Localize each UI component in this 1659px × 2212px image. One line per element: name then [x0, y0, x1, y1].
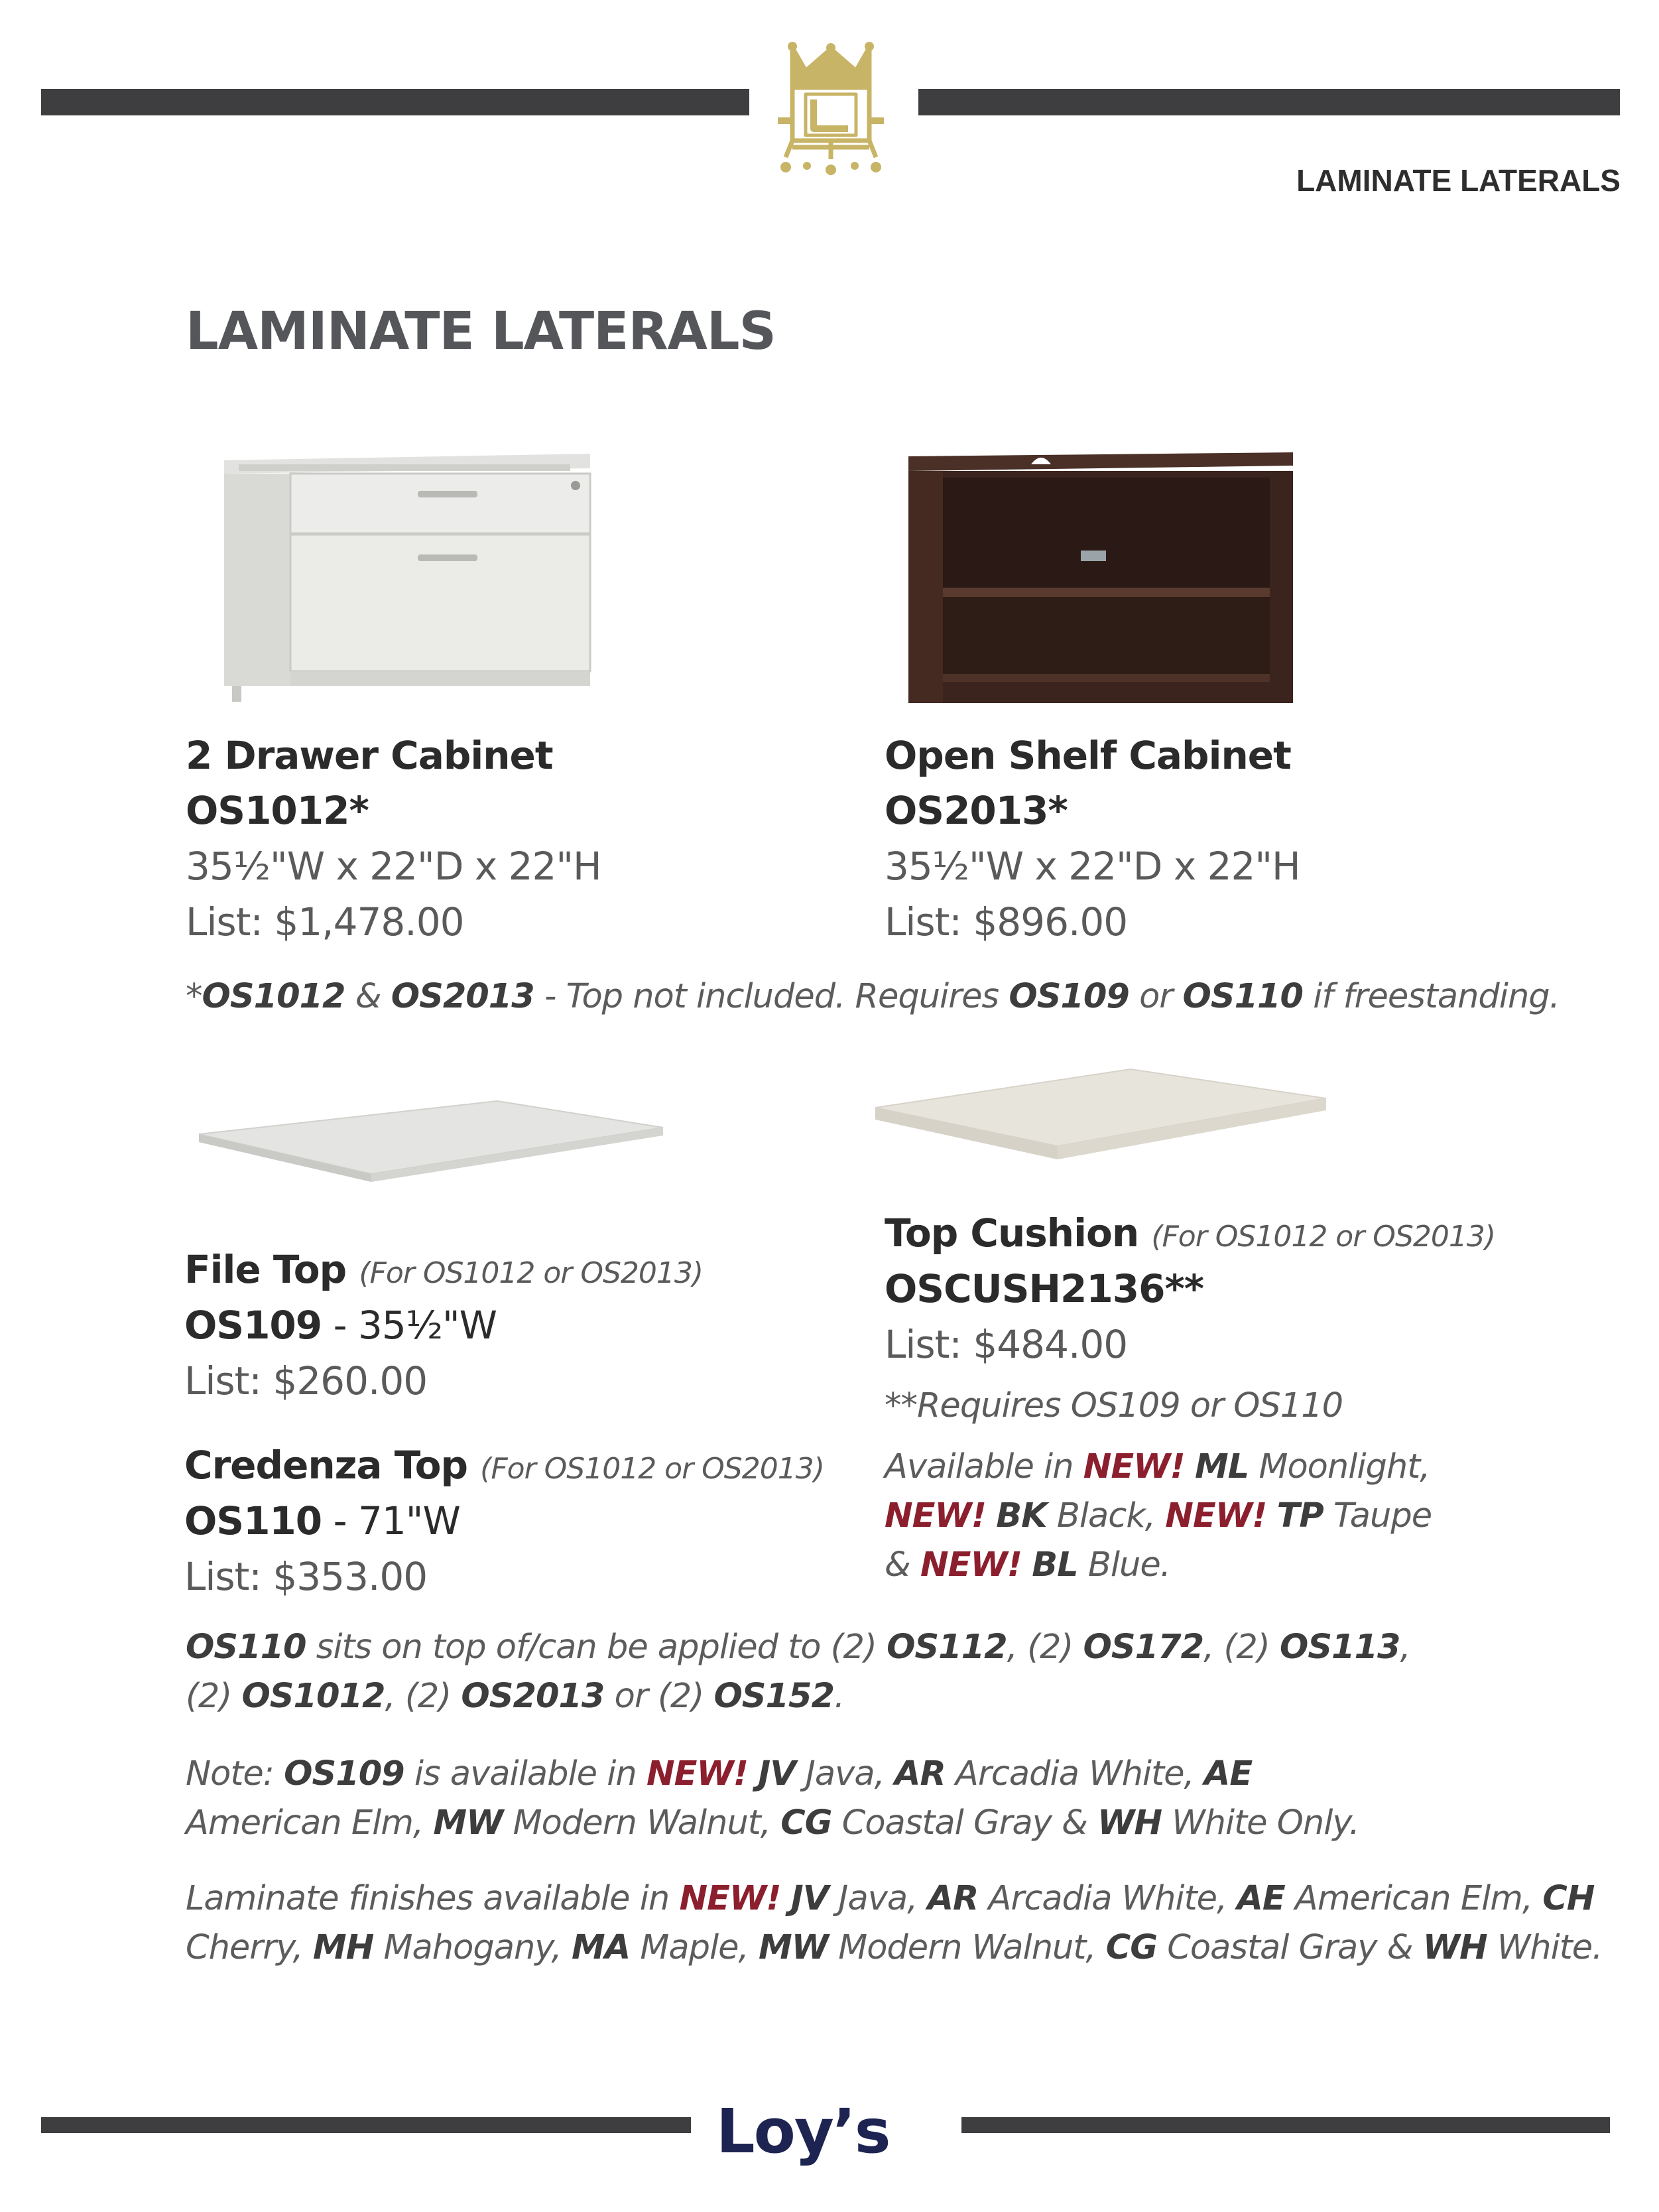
- top-cushion-for-note: (For OS1012 or OS2013): [1151, 1220, 1496, 1254]
- open-shelf-sku: OS2013*: [885, 788, 1068, 833]
- drawer-cabinet-sku: OS1012*: [186, 788, 369, 833]
- top-cushion-requires: **Requires OS109 or OS110: [885, 1386, 1343, 1425]
- file-top-name: File Top (For OS1012 or OS2013): [184, 1247, 704, 1292]
- cushion-colors-note: Available in NEW! ML Moonlight, NEW! BK Black, NEW! TP Taupe & NEW! BL Blue.: [885, 1447, 1432, 1585]
- credenza-top-name: Credenza Top (For OS1012 or OS2013): [184, 1443, 824, 1488]
- drawer-cabinet-image: [219, 446, 597, 711]
- top-not-included-note: *OS1012 & OS2013 - Top not included. Requires OS109 or OS110 if freestanding.: [186, 977, 1560, 1016]
- loys-brand-logo: Loy’s: [716, 2096, 890, 2167]
- footer-rule-left: [41, 2117, 691, 2133]
- open-shelf-price: List: $896.00: [885, 899, 1128, 944]
- file-top-for-note: (For OS1012 or OS2013): [359, 1256, 704, 1290]
- header-rule-left: [41, 89, 749, 115]
- credenza-top-sku: OS110 - 71"W: [184, 1498, 460, 1543]
- os109-finishes-note: Note: OS109 is available in NEW! JV Java, AR Arcadia White, AE American Elm, MW Modern Walnut, CG Coastal Gray & WH White Only.: [186, 1754, 1359, 1843]
- file-top-sku: OS109 - 35½"W: [184, 1303, 497, 1348]
- file-top-image: [192, 1094, 670, 1201]
- top-cushion-name: Top Cushion (For OS1012 or OS2013): [885, 1210, 1496, 1256]
- laminate-finishes-note: Laminate finishes available in NEW! JV Java, AR Arcadia White, AE American Elm, CH Cherry, MH Mahogany, MA Maple, MW Modern Walnut, CG Coastal Gray & WH White.: [186, 1879, 1603, 1967]
- drawer-cabinet-dimensions: 35½"W x 22"D x 22"H: [186, 844, 601, 889]
- credenza-top-price: List: $353.00: [184, 1554, 428, 1599]
- crown-chair-logo-icon: [772, 41, 889, 178]
- top-cushion-image: [869, 1061, 1333, 1174]
- drawer-cabinet-name: 2 Drawer Cabinet: [186, 733, 553, 778]
- top-cushion-sku: OSCUSH2136**: [885, 1266, 1204, 1311]
- file-top-price: List: $260.00: [184, 1358, 428, 1403]
- header-rule-right: [918, 89, 1620, 115]
- footer-rule-right: [961, 2117, 1610, 2133]
- open-shelf-cabinet-image: [902, 438, 1300, 710]
- drawer-cabinet-price: List: $1,478.00: [186, 899, 464, 944]
- top-cushion-price: List: $484.00: [885, 1322, 1128, 1367]
- open-shelf-dimensions: 35½"W x 22"D x 22"H: [885, 844, 1300, 889]
- section-label: LAMINATE LATERALS: [1296, 163, 1621, 198]
- credenza-top-for-note: (For OS1012 or OS2013): [480, 1452, 824, 1486]
- open-shelf-name: Open Shelf Cabinet: [885, 733, 1291, 778]
- os110-fit-note: OS110 sits on top of/can be applied to (2) OS112, (2) OS172, (2) OS113, (2) OS1012, (2) OS2013 or (2) OS152.: [186, 1628, 1410, 1716]
- page-title: LAMINATE LATERALS: [186, 302, 776, 361]
